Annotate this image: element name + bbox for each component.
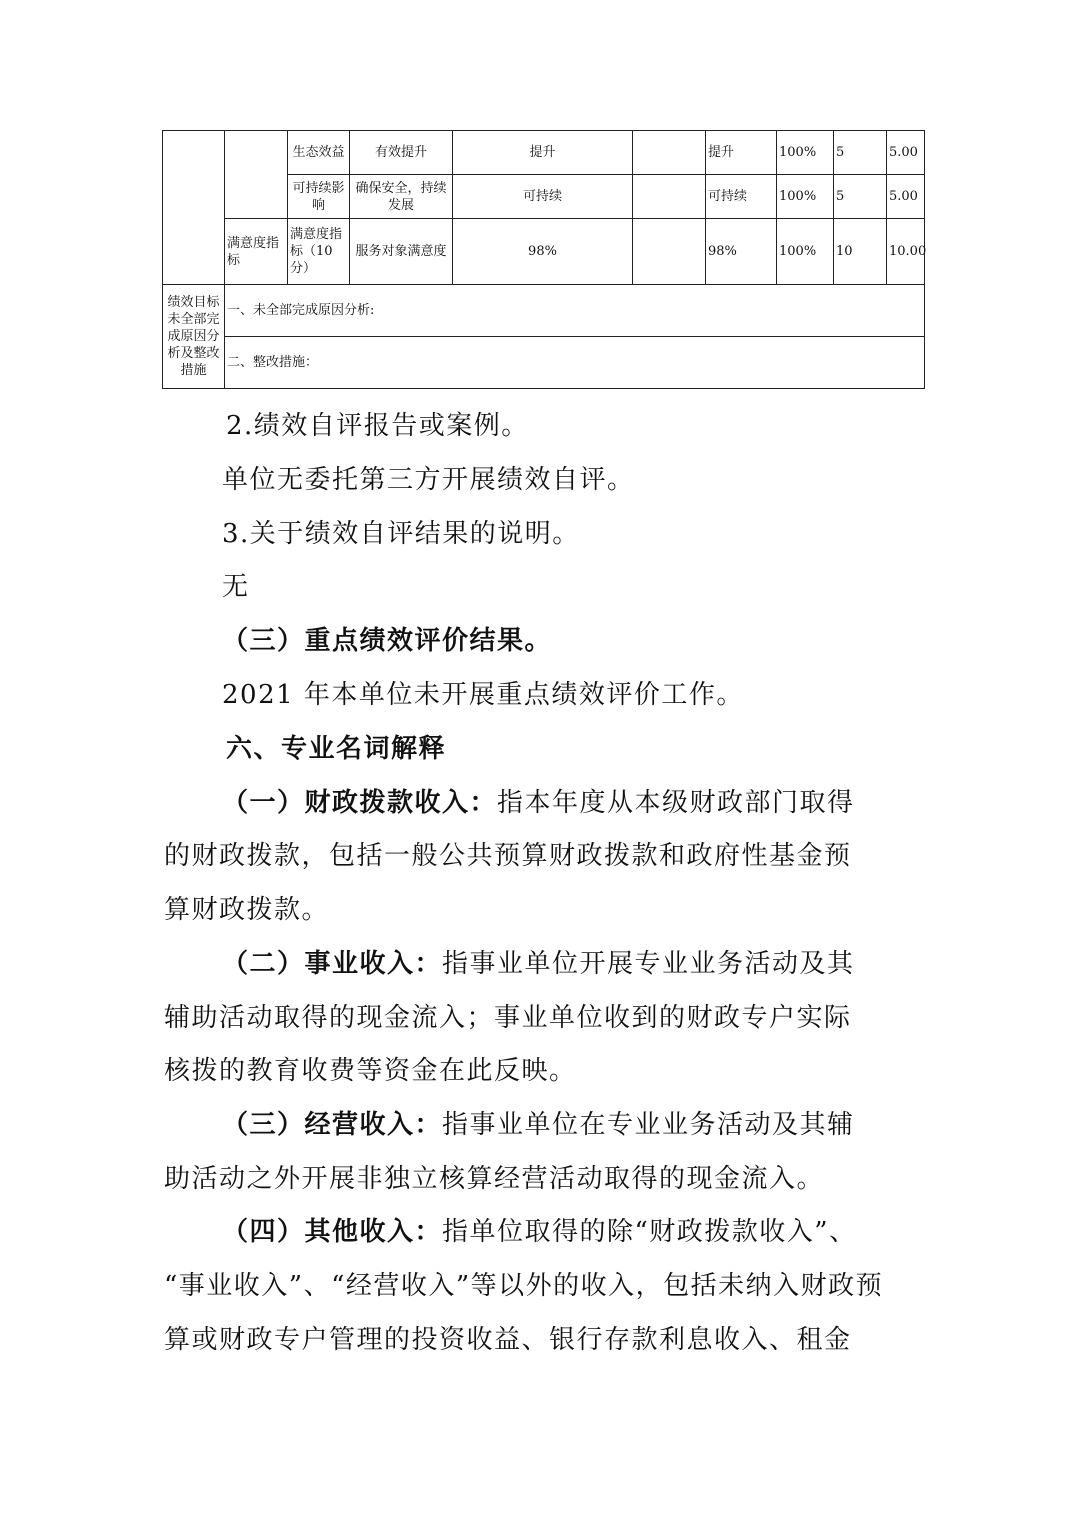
table-cell-label: 绩效目标未全部完成原因分析及整改措施	[163, 285, 225, 389]
table-row	[163, 285, 925, 337]
paragraph-line: 的财政拨款，包括一般公共预算财政拨款和政府性基金预	[164, 841, 852, 871]
table-cell: 5	[834, 175, 887, 219]
table-cell-empty	[163, 131, 225, 285]
table-cell: 满意度指标（10分）	[288, 219, 350, 285]
table-cell: 100%	[777, 219, 834, 285]
section-heading: （三）重点绩效评价结果。	[222, 626, 553, 656]
paragraph: 2021 年本单位未开展重点绩效评价工作。	[222, 680, 744, 710]
table-row	[163, 337, 925, 389]
table-cell: 一、未全部完成原因分析:	[225, 285, 925, 337]
table-cell: 满意度指标	[225, 219, 288, 285]
table-cell: 可持续	[706, 175, 777, 219]
definition: 指事业单位在专业业务活动及其辅	[442, 1110, 855, 1140]
paragraph-line: 辅助活动取得的现金流入；事业单位收到的财政专户实际	[164, 1003, 852, 1033]
table-row	[163, 131, 925, 175]
paragraph-line: 助活动之外开展非独立核算经营活动取得的现金流入。	[164, 1164, 825, 1194]
table-cell: 服务对象满意度	[350, 219, 453, 285]
table-cell: 5	[834, 131, 887, 175]
paragraph-line: 算或财政专户管理的投资收益、银行存款利息收入、租金	[164, 1325, 852, 1355]
definition: 指单位取得的除“财政拨款收入”、	[442, 1217, 857, 1247]
term: （三）经营收入：	[222, 1110, 443, 1140]
paragraph-line: 核拨的教育收费等资金在此反映。	[164, 1056, 577, 1086]
table-cell: 10.00	[887, 219, 925, 285]
table-cell: 提升	[706, 131, 777, 175]
table-cell: 98%	[453, 219, 633, 285]
table-cell: 有效提升	[350, 131, 453, 175]
table-cell: 确保安全，持续发展	[350, 175, 453, 219]
paragraph: 2.绩效自评报告或案例。	[226, 411, 529, 441]
paragraph: 3.关于绩效自评结果的说明。	[222, 519, 580, 549]
table-cell: 100%	[777, 131, 834, 175]
definition: 指本年度从本级财政部门取得	[497, 788, 855, 818]
table-cell: 可持续影响	[288, 175, 350, 219]
table-cell: 100%	[777, 175, 834, 219]
paragraph-line: “事业收入”、“经营收入”等以外的收入，包括未纳入财政预	[164, 1271, 884, 1301]
paragraph	[222, 1217, 857, 1247]
table-cell: 生态效益	[288, 131, 350, 175]
table-cell: 98%	[706, 219, 777, 285]
paragraph: 单位无委托第三方开展绩效自评。	[222, 465, 635, 495]
term: （一）财政拨款收入：	[222, 788, 498, 818]
table-cell: 5.00	[887, 175, 925, 219]
table-cell	[633, 131, 706, 175]
term: （二）事业收入：	[222, 949, 443, 979]
table-cell: 5.00	[887, 131, 925, 175]
table-cell: 提升	[453, 131, 633, 175]
table-cell-empty	[225, 131, 288, 219]
table-cell	[633, 219, 706, 285]
term: （四）其他收入：	[222, 1217, 443, 1247]
table-row	[163, 219, 925, 285]
table-cell: 二、整改措施：	[225, 337, 925, 389]
paragraph-line: 算财政拨款。	[164, 895, 330, 925]
paragraph	[222, 788, 855, 818]
section-heading: 六、专业名词解释	[226, 734, 447, 764]
paragraph: 无	[222, 572, 250, 602]
paragraph	[222, 1110, 855, 1140]
paragraph	[222, 949, 855, 979]
table-cell	[633, 175, 706, 219]
table-cell: 可持续	[453, 175, 633, 219]
table-cell: 10	[834, 219, 887, 285]
performance-table	[162, 130, 925, 389]
definition: 指事业单位开展专业业务活动及其	[442, 949, 855, 979]
